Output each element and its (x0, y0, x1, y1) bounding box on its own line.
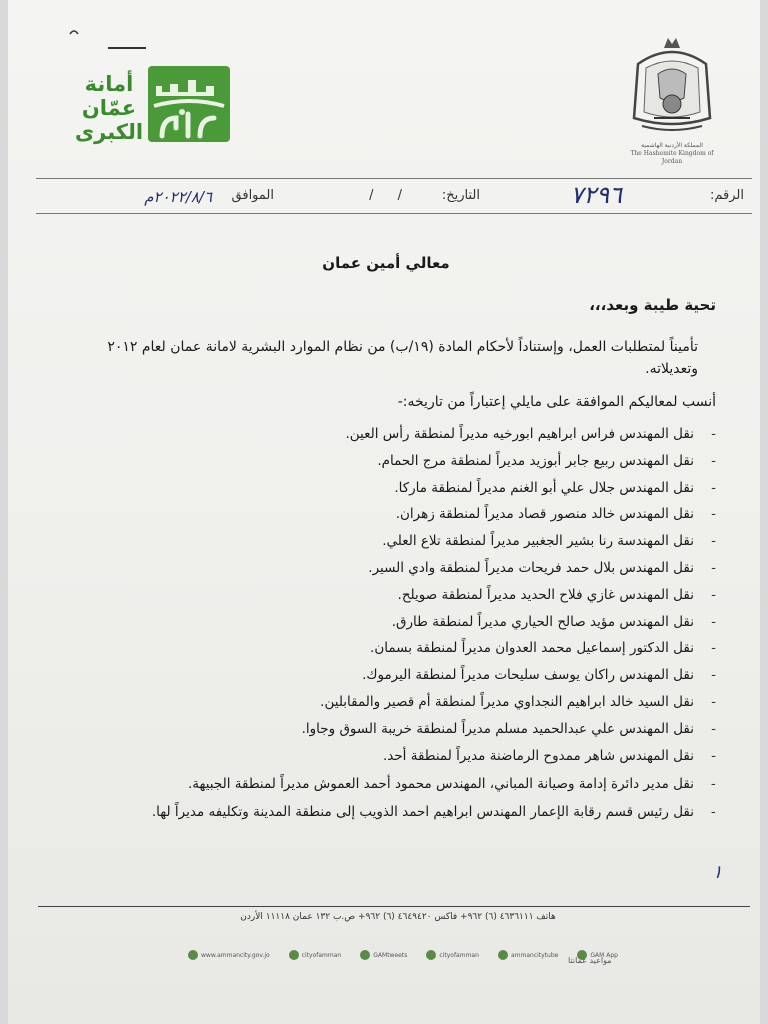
list-item: - نقل المهندس جلال علي أبو الغنم مديراً لمنطقة ماركا. (56, 478, 716, 498)
social-label: ammancitytube (510, 951, 559, 959)
facebook-icon (289, 950, 299, 960)
list-item: - نقل رئيس قسم رقابة الإعمار المهندس ابراهيم احمد الذويب إلى منطقة المدينة وتكليفه مديراً لها. (56, 800, 716, 824)
crest-caption-en: The Hashemite Kingdom of Jordan (630, 150, 714, 165)
social-label: www.ammancity.gov.jo (201, 951, 270, 959)
lead-sentence: أنسب لمعاليكم الموافقة على مايلي إعتباراً من تاريخه:- (397, 394, 716, 410)
social-link[interactable] (188, 950, 270, 960)
twitter-icon (360, 950, 370, 960)
social-link[interactable] (360, 950, 407, 960)
corresponding-date-value: ٢٠٢٢/٨/٦م (144, 188, 212, 206)
reference-line (36, 178, 752, 214)
footer-contact: هاتف ٤٦٣٦١١١ (٦) ٩٦٢+ فاكس ٤٦٤٩٤٢٠ (٦) ٩٦٢+ ص.ب ١٣٢ عمان ١١١١٨ الأردن (240, 912, 556, 922)
list-item: - نقل المهندس غازي فلاح الحديد مديراً لمنطقة صويلح. (56, 585, 716, 605)
amman-logo-line: عمّان (81, 96, 137, 120)
amman-logo (68, 62, 238, 152)
date-label: التاريخ: (441, 188, 480, 203)
list-item: - نقل المهندس بلال حمد فريحات مديراً لمنطقة وادي السير. (56, 558, 716, 578)
ref-label: الرقم: (710, 188, 744, 203)
letter-body (56, 250, 716, 828)
instagram-icon (426, 950, 436, 960)
royal-crest (624, 34, 720, 164)
intro-paragraph: تأميناً لمتطلبات العمل، وإستناداً لأحكام المادة (١٩/ب) من نظام الموارد البشرية لامانة عمان لعام ٢٠١٢ وتعديلاته. (107, 339, 698, 377)
social-label: cityofamman (439, 951, 479, 959)
margin-mark: ١ (710, 860, 727, 885)
social-label: GAM App (590, 951, 618, 959)
youtube-icon (498, 950, 508, 960)
footer-mark: مواعيد عمانتا (568, 956, 612, 965)
date-value: / / (369, 188, 412, 203)
transfer-list (56, 424, 716, 824)
list-item: - نقل المهندس مؤيد صالح الحياري مديراً لمنطقة طارق. (56, 612, 716, 632)
list-item: - نقل المهندسة رنا بشير الجغبير مديراً لمنطقة تلاع العلي. (56, 531, 716, 551)
social-link[interactable] (426, 950, 479, 960)
pen-mark (68, 26, 148, 56)
social-label: GAMtweets (373, 951, 408, 959)
ref-number: ٧٢٩٦ (570, 181, 622, 209)
amman-logo-text (68, 72, 150, 144)
list-item: - نقل المهندس علي عبدالحميد مسلم مديراً لمنطقة خريبة السوق وجاوا. (56, 719, 716, 739)
social-link[interactable] (498, 950, 558, 960)
crest-caption (624, 142, 720, 166)
social-link[interactable] (289, 950, 342, 960)
crest-caption-ar: المملكة الأردنية الهاشمية (641, 142, 703, 149)
list-item: - نقل المهندس خالد منصور قصاد مديراً لمنطقة زهران. (56, 504, 716, 524)
corresponding-date-label: الموافق (231, 188, 274, 203)
list-item: - نقل السيد خالد ابراهيم النجداوي مديراً لمنطقة أم قصير والمقابلين. (56, 692, 716, 712)
social-links (188, 942, 618, 968)
list-item: - نقل المهندس ربيع جابر أبوزيد مديراً لمنطقة مرج الحمام. (56, 451, 716, 471)
globe-icon (188, 950, 198, 960)
list-item: - نقل المهندس فراس ابراهيم ابورخيه مديراً لمنطقة رأس العين. (56, 424, 716, 444)
list-item: - نقل مدير دائرة إدامة وصيانة المباني، المهندس محمود أحمد العموش مديراً لمنطقة الجبيهة. (56, 772, 716, 796)
crown-crest-icon (624, 34, 720, 142)
social-label: cityofamman (301, 951, 342, 959)
list-item: - نقل الدكتور إسماعيل محمد العدوان مديراً لمنطقة بسمان. (56, 638, 716, 658)
list-item: - نقل المهندس شاهر ممدوح الرماضنة مديراً لمنطقة أحد. (56, 746, 716, 766)
list-item: - نقل المهندس راكان يوسف سليحات مديراً لمنطقة اليرموك. (56, 665, 716, 685)
greeting: تحية طيبة وبعد،،، (589, 296, 716, 314)
addressee: معالي أمين عمان (322, 254, 450, 272)
amman-logo-line: أمانة (84, 72, 134, 96)
letter-sheet (8, 0, 760, 1024)
amman-logo-line: الكبرى (74, 120, 144, 144)
amman-emblem-icon (148, 66, 230, 142)
footer-divider (38, 906, 750, 907)
